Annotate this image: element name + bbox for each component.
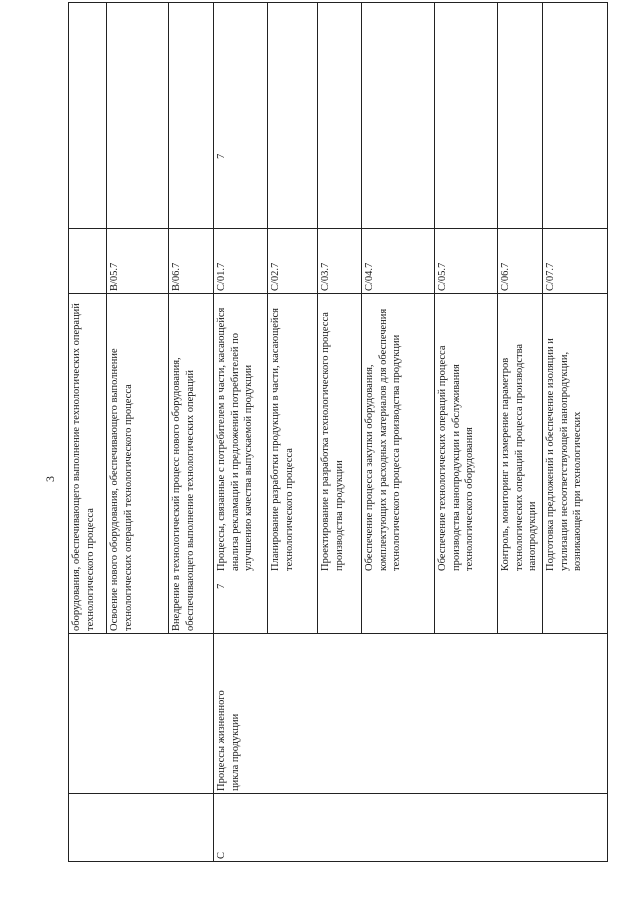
section-level-cell: 7 [216,583,227,589]
function-cell-c01: Процессы, связанные с потребителем в части, касающейся анализа рекламаций и предложений потребителей по улучшению качества выпускаемой продукции [216,307,254,571]
function-cell-c07: Подготовка предложений и обеспечение изоляции и утилизации несоответствующей нанопродукции, возникающей при технологических [545,338,583,571]
code-cell-c05: C/05.7 [437,262,448,291]
code-cell-b06: B/06.7 [171,262,182,291]
code-cell-c01: C/01.7 [216,262,227,291]
code-cell-c06: C/06.7 [500,262,511,291]
code-cell-c04: C/04.7 [364,262,375,291]
code-cell-c07: C/07.7 [545,262,556,291]
continuation-function-cell: оборудования, обеспечивающего выполнение технологических операций технологического процесса [71,303,96,631]
function-cell-c06: Контроль, мониторинг и измерение параметров технологических операций процесса производства нанопродукции [500,343,538,571]
section-name-cell: Процессы жизненного цикла продукции [216,690,241,791]
function-cell-b05: Освоение нового оборудования, обеспечивающего выполнение технологических операций технологического процесса [109,348,134,631]
code-cell-c03: C/03.7 [320,262,331,291]
function-cell-b06: Внедрение в технологический процесс нового оборудования, обеспечивающего выполнение технологических операций [171,357,196,631]
function-cell-c02: Планирование разработки продукции в части, касающейся технологического процесса [270,308,295,571]
page-number: 3 [43,476,57,482]
rotated-table [68,2,608,862]
table-border-bottom [607,2,608,862]
section-code-cell: C [216,851,227,859]
level-cell-continuation [68,3,213,229]
function-cell-c04: Обеспечение процесса закупки оборудования, комплектующих и расходных материалов для обеспечения технологического процесса производства продукции [364,308,402,571]
level-cell-c01: 7 [216,153,227,159]
function-cell-c03: Проектирование и разработка технологического процесса производства продукции [320,312,345,571]
function-cell-c05: Обеспечение технологических операций процесса производства нанопродукции и обслуживания технологического оборудования [437,345,475,571]
code-cell-c02: C/02.7 [270,262,281,291]
code-cell-b05: B/05.7 [109,262,120,291]
